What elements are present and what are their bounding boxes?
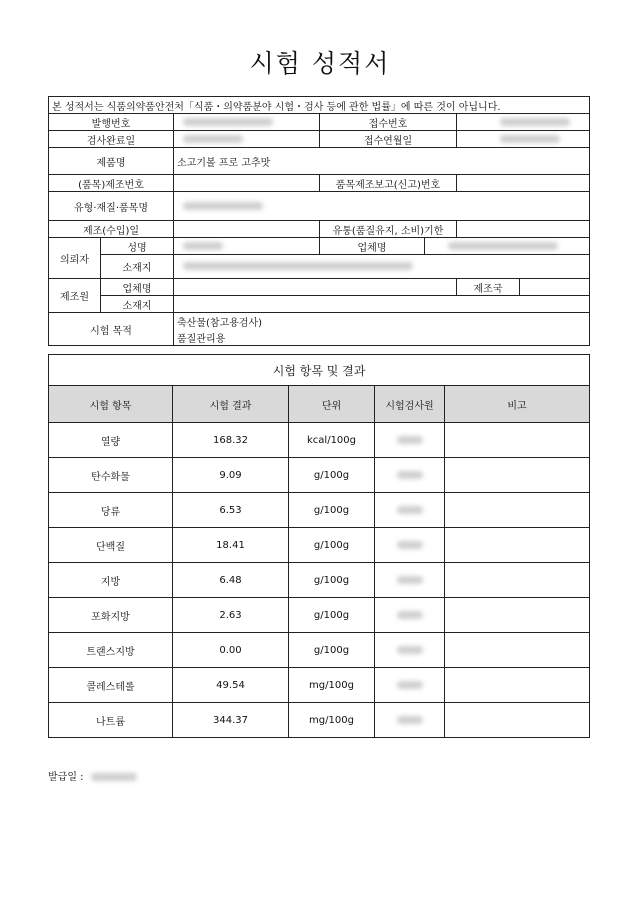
item-inspector xyxy=(375,528,445,563)
type-label: 유형·재질·품목명 xyxy=(49,192,174,221)
item-result: 18.41 xyxy=(173,528,289,563)
item-inspector xyxy=(375,563,445,598)
item-name: 지방 xyxy=(49,563,173,598)
item-inspector xyxy=(375,598,445,633)
receipt-no-label: 접수번호 xyxy=(320,114,457,131)
requester-company-label: 업체명 xyxy=(320,238,425,255)
table-row xyxy=(49,528,590,563)
mfr-company-value xyxy=(174,279,457,296)
item-unit: g/100g xyxy=(289,563,375,598)
item-unit: g/100g xyxy=(289,458,375,493)
item-result: 344.37 xyxy=(173,703,289,738)
item-remarks xyxy=(445,633,590,668)
header-item: 시험 항목 xyxy=(49,386,173,423)
table-row xyxy=(49,598,590,633)
item-unit: mg/100g xyxy=(289,703,375,738)
requester-label: 의뢰자 xyxy=(49,238,101,279)
results-section-title: 시험 항목 및 결과 xyxy=(49,355,590,386)
item-inspector xyxy=(375,668,445,703)
item-unit: g/100g xyxy=(289,528,375,563)
item-name: 탄수화물 xyxy=(49,458,173,493)
item-remarks xyxy=(445,493,590,528)
mfr-company-label: 업체명 xyxy=(101,279,174,296)
purpose-line-2: 품질관리용 xyxy=(174,329,590,346)
item-name: 단백질 xyxy=(49,528,173,563)
header-remarks: 비고 xyxy=(445,386,590,423)
purpose-line-1: 축산물(참고용검사) xyxy=(174,313,590,330)
item-mfg-no-value xyxy=(174,175,320,192)
requester-name-label: 성명 xyxy=(101,238,174,255)
document-title: 시험 성적서 xyxy=(249,49,391,78)
item-name: 당류 xyxy=(49,493,173,528)
item-result: 6.48 xyxy=(173,563,289,598)
requester-name-value xyxy=(174,238,320,255)
item-result: 9.09 xyxy=(173,458,289,493)
manufacturer-label: 제조원 xyxy=(49,279,101,313)
issue-date-label: 발급일 : xyxy=(48,772,84,783)
item-name: 트랜스지방 xyxy=(49,633,173,668)
expiry-value xyxy=(457,221,590,238)
table-row xyxy=(49,563,590,598)
issue-no-value xyxy=(174,114,320,131)
item-inspector xyxy=(375,493,445,528)
item-remarks xyxy=(445,458,590,493)
results-table xyxy=(48,354,590,738)
mfg-date-label: 제조(수입)일 xyxy=(49,221,174,238)
country-label: 제조국 xyxy=(457,279,520,296)
purpose-label: 시험 목적 xyxy=(49,313,174,346)
type-value xyxy=(174,192,590,221)
results-header-row xyxy=(49,386,590,423)
mfg-date-value xyxy=(174,221,320,238)
item-name: 열량 xyxy=(49,423,173,458)
table-row xyxy=(49,493,590,528)
item-remarks xyxy=(445,598,590,633)
item-remarks xyxy=(445,528,590,563)
header-unit: 단위 xyxy=(289,386,375,423)
completion-date-label: 검사완료일 xyxy=(49,131,174,148)
item-unit: g/100g xyxy=(289,598,375,633)
item-name: 포화지방 xyxy=(49,598,173,633)
mfr-address-label: 소재지 xyxy=(101,296,174,313)
requester-company-value xyxy=(425,238,590,255)
notice-text: 본 성적서는 식품의약품안전처「식품・의약품분야 시험・검사 등에 관한 법률」에 따른 것이 아닙니다. xyxy=(49,97,590,114)
item-unit: g/100g xyxy=(289,633,375,668)
item-remarks xyxy=(445,563,590,598)
item-remarks xyxy=(445,703,590,738)
info-table xyxy=(48,96,590,346)
item-unit: mg/100g xyxy=(289,668,375,703)
table-row xyxy=(49,633,590,668)
receipt-date-value xyxy=(457,131,590,148)
item-remarks xyxy=(445,423,590,458)
issue-date xyxy=(48,768,137,783)
item-inspector xyxy=(375,458,445,493)
item-result: 6.53 xyxy=(173,493,289,528)
completion-date-value xyxy=(174,131,320,148)
item-result: 168.32 xyxy=(173,423,289,458)
item-inspector xyxy=(375,703,445,738)
item-unit: kcal/100g xyxy=(289,423,375,458)
item-result: 0.00 xyxy=(173,633,289,668)
item-name: 나트륨 xyxy=(49,703,173,738)
table-row xyxy=(49,703,590,738)
item-inspector xyxy=(375,633,445,668)
receipt-no-value xyxy=(457,114,590,131)
issue-date-value xyxy=(91,773,137,781)
item-remarks xyxy=(445,668,590,703)
item-result: 49.54 xyxy=(173,668,289,703)
item-name: 콜레스테롤 xyxy=(49,668,173,703)
issue-no-label: 발행번호 xyxy=(49,114,174,131)
header-inspector: 시험검사원 xyxy=(375,386,445,423)
item-inspector xyxy=(375,423,445,458)
item-report-no-value xyxy=(457,175,590,192)
item-mfg-no-label: (품목)제조번호 xyxy=(49,175,174,192)
product-name-label: 제품명 xyxy=(49,148,174,175)
expiry-label: 유통(품질유지, 소비)기한 xyxy=(320,221,457,238)
requester-address-value xyxy=(174,255,590,279)
country-value xyxy=(520,279,590,296)
item-unit: g/100g xyxy=(289,493,375,528)
mfr-address-value xyxy=(174,296,590,313)
requester-address-label: 소재지 xyxy=(101,255,174,279)
table-row xyxy=(49,668,590,703)
table-row xyxy=(49,458,590,493)
item-report-no-label: 품목제조보고(신고)번호 xyxy=(320,175,457,192)
table-row xyxy=(49,423,590,458)
header-result: 시험 결과 xyxy=(173,386,289,423)
product-name-value: 소고기볼 프로 고추맛 xyxy=(174,148,590,175)
item-result: 2.63 xyxy=(173,598,289,633)
receipt-date-label: 접수연월일 xyxy=(320,131,457,148)
